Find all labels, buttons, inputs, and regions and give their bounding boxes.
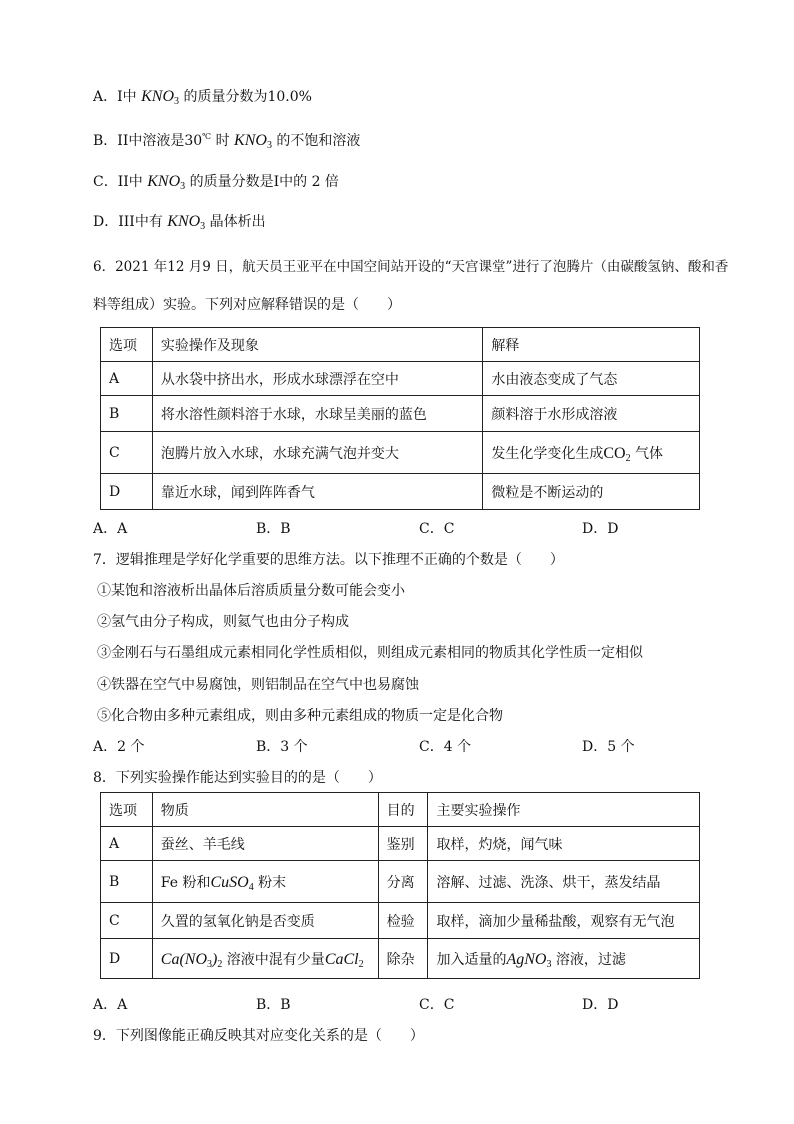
table-cell: 鉴别 — [378, 827, 428, 861]
table-cell: $Ca(NO_3)_2$ 溶液中混有少量CaCl$_2$ — [152, 939, 378, 979]
table-cell: 检验 — [378, 903, 428, 939]
answer-option: A．2 个 — [93, 739, 145, 755]
table-cell: 从水袋中挤出水，形成水球漂浮在空中 — [152, 362, 482, 396]
table-header-cell: 目的 — [378, 793, 428, 827]
table-cell: B — [101, 861, 153, 903]
chem-formula: $KNO_3$ — [167, 213, 206, 232]
q7-item: ①某饱和溶液析出晶体后溶质质量分数可能会变小 — [97, 583, 405, 599]
table-cell: 分离 — [378, 861, 428, 903]
option-text: 晶体析出 — [205, 214, 266, 230]
table-cell: 发生化学变化生成$CO_2$ 气体 — [483, 432, 700, 474]
table-row — [101, 396, 700, 432]
q7-item: ③金刚石与石墨组成元素相同化学性质相似，则组成元素相同的物质其化学性质一定相似 — [97, 645, 643, 661]
chem-formula: CuSO$_4$ — [210, 873, 254, 893]
table-cell: D — [101, 939, 153, 979]
q7-stem: 7．逻辑推理是学好化学重要的思维方法。以下推理不正确的个数是（ ） — [93, 552, 564, 568]
option-text: C．II中 — [93, 174, 148, 190]
table-cell: D — [101, 474, 153, 510]
table-cell: 蚕丝、羊毛线 — [152, 827, 378, 861]
table-cell: 将水溶性颜料溶于水球，水球呈美丽的蓝色 — [152, 396, 482, 432]
table-cell: 加入适量的AgNO$_3$ 溶液，过滤 — [428, 939, 700, 979]
option-text: D．III中有 — [93, 214, 168, 230]
chem-formula: CaCl$_2$ — [324, 950, 364, 970]
option-text: 时 — [211, 133, 235, 149]
table-row — [101, 362, 700, 396]
table-cell: 久置的氢氧化钠是否变质 — [152, 903, 378, 939]
table-row — [101, 474, 700, 510]
answer-option: D．5 个 — [582, 739, 635, 755]
q7-item: ④铁器在空气中易腐蚀，则铝制品在空气中也易腐蚀 — [97, 677, 419, 693]
q7-answer-options — [93, 736, 635, 756]
answer-option: D．D — [582, 997, 619, 1013]
q6-stem-line2: 料等组成）实验。下列对应解释错误的是（ ） — [93, 297, 401, 313]
table-row — [101, 827, 700, 861]
option-text: 的质量分数是I中的 2 倍 — [185, 174, 339, 190]
table-row — [101, 939, 700, 979]
q9-stem: 9．下列图像能正确反映其对应变化关系的是（ ） — [93, 1028, 424, 1044]
q8-table — [100, 792, 700, 979]
answer-option: C．C — [419, 521, 455, 537]
chem-formula: $KNO_3$ — [141, 88, 179, 107]
table-header-row — [101, 793, 700, 827]
table-row — [101, 903, 700, 939]
table-cell: 除杂 — [378, 939, 428, 979]
table-cell: C — [101, 903, 153, 939]
chem-formula: $CO_2$ — [603, 444, 631, 464]
option-text: A．I中 — [93, 89, 142, 105]
table-header-cell: 选项 — [101, 328, 153, 362]
q5-option-d — [93, 211, 266, 231]
q6-answer-options — [93, 518, 618, 538]
degree-symbol: ℃ — [202, 132, 212, 141]
answer-option: B．3 个 — [256, 739, 308, 755]
table-header-cell: 主要实验操作 — [428, 793, 700, 827]
q7-item: ②氢气由分子构成，则氦气也由分子构成 — [97, 614, 349, 630]
q7-item: ⑤化合物由多种元素组成，则由多种元素组成的物质一定是化合物 — [97, 708, 503, 724]
answer-option: A．A — [93, 521, 128, 537]
option-text: 的质量分数为10.0% — [179, 89, 312, 105]
q5-option-c — [93, 171, 339, 191]
answer-option: B．B — [256, 521, 291, 537]
table-header-row — [101, 328, 700, 362]
table-cell: 溶解、过滤、洗涤、烘干，蒸发结晶 — [428, 861, 700, 903]
answer-option: B．B — [256, 997, 291, 1013]
chem-formula: $KNO_3$ — [234, 132, 272, 151]
q8-stem: 8．下列实验操作能达到实验目的的是（ ） — [93, 770, 382, 786]
table-header-cell: 物质 — [152, 793, 378, 827]
table-cell: C — [101, 432, 153, 474]
q5-option-b — [93, 130, 360, 150]
table-cell: A — [101, 362, 153, 396]
table-cell: 靠近水球，闻到阵阵香气 — [152, 474, 482, 510]
table-cell: 取样，灼烧，闻气味 — [428, 827, 700, 861]
table-cell: Fe 粉和CuSO$_4$ 粉末 — [152, 861, 378, 903]
table-cell: 泡腾片放入水球，水球充满气泡并变大 — [152, 432, 482, 474]
answer-option: D．D — [582, 521, 619, 537]
table-header-cell: 解释 — [483, 328, 700, 362]
option-text: 的不饱和溶液 — [271, 133, 361, 149]
answer-option: C．C — [419, 997, 455, 1013]
table-cell: 微粒是不断运动的 — [483, 474, 700, 510]
table-cell: B — [101, 396, 153, 432]
table-cell: A — [101, 827, 153, 861]
table-header-cell: 实验操作及现象 — [152, 328, 482, 362]
table-row — [101, 432, 700, 474]
chem-formula: AgNO$_3$ — [506, 950, 552, 970]
table-header-cell: 选项 — [101, 793, 153, 827]
table-cell: 水由液态变成了气态 — [483, 362, 700, 396]
table-row — [101, 861, 700, 903]
q6-table — [100, 327, 700, 510]
q5-option-a — [93, 86, 312, 106]
chem-formula: $KNO_3$ — [147, 173, 186, 192]
table-cell: 颜料溶于水形成溶液 — [483, 396, 700, 432]
option-text: B．II中溶液是30 — [93, 133, 203, 149]
chem-formula: $Ca(NO_3)_2$ — [160, 950, 223, 970]
q6-stem-line1: 6．2021 年12 月9 日，航天员王亚平在中国空间站开设的“天宫课堂”进行了泡腾片（由碳酸氢钠、酸和香 — [93, 259, 729, 275]
answer-option: A．A — [93, 997, 128, 1013]
answer-option: C．4 个 — [419, 739, 472, 755]
q8-answer-options — [93, 994, 618, 1014]
table-cell: 取样，滴加少量稀盐酸，观察有无气泡 — [428, 903, 700, 939]
